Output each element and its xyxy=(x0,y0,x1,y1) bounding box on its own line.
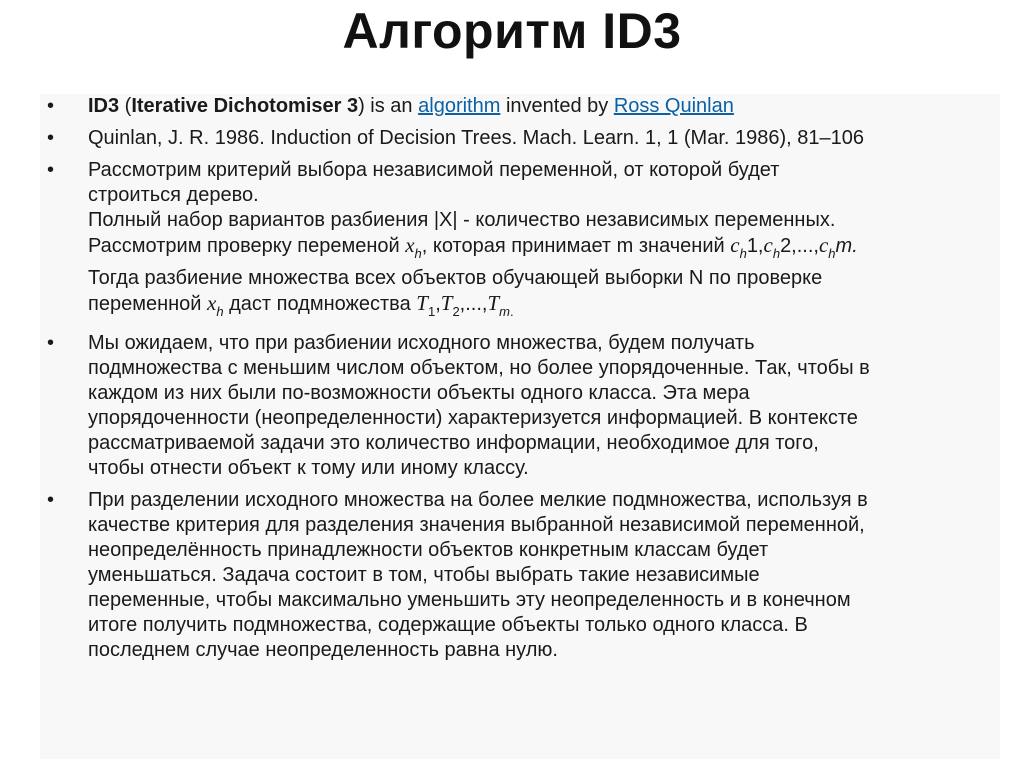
bullet-line: Рассмотрим критерий выбора независимой переменной, от которой будет xyxy=(88,159,780,181)
slide-title: Алгоритм ID3 xyxy=(342,3,682,59)
bullet-item-reference xyxy=(40,126,1000,151)
subscript-h: h xyxy=(828,246,836,261)
bullet-list xyxy=(40,94,1000,663)
text-segment: даст подмножества xyxy=(223,293,417,315)
text-segment: 2,..., xyxy=(780,235,819,257)
bullet-item-expectation xyxy=(40,331,1000,481)
bullet-line: неопределённость принадлежности объектов конкретным классам будет xyxy=(88,539,769,561)
bullet-line: При разделении исходного множества на более мелкие подмножества, используя в xyxy=(88,489,868,511)
bullet-line: Полный набор вариантов разбиения |X| - количество независимых переменных. xyxy=(88,209,836,231)
bullet-marker: • xyxy=(47,159,55,181)
math-c: c xyxy=(763,233,773,257)
math-c: c xyxy=(818,233,829,257)
subscript-h: h xyxy=(739,246,747,261)
bullet-line: каждом из них были по-возможности объекты одного класса. Эта мера xyxy=(88,382,750,404)
subscript-h: h xyxy=(414,246,422,261)
id3-abbr: ID3 xyxy=(88,95,120,117)
math-x: x xyxy=(405,233,415,257)
text-segment: Рассмотрим проверку переменой xyxy=(88,235,406,257)
text-is-an: ) is an xyxy=(358,95,419,117)
bullet-line: чтобы отнести объект к тому или иному классу. xyxy=(88,457,529,479)
bullet-line: уменьшаться. Задача состоит в том, чтобы выбрать такие независимые xyxy=(88,564,760,586)
text-segment: переменной xyxy=(88,293,208,315)
math-t: T xyxy=(416,291,428,315)
bullet-line: последнем случае неопределенность равна нулю. xyxy=(88,639,558,661)
bullet-marker: • xyxy=(47,95,55,117)
id3-full-name: Iterative Dichotomiser 3 xyxy=(131,95,359,117)
bullet-line: качестве критерия для разделения значения выбранной независимой переменной, xyxy=(88,514,865,536)
bullet-line: подмножества с меньшим числом объектом, но более упорядоченные. Так, чтобы в xyxy=(88,357,870,379)
math-t: T xyxy=(440,291,453,315)
algorithm-link[interactable]: algorithm xyxy=(418,95,501,117)
subscript-h: h xyxy=(216,304,224,319)
subscript-1: 1 xyxy=(427,304,436,319)
subscript-2: 2 xyxy=(452,304,460,319)
text-segment: , xyxy=(435,293,441,315)
math-t: T xyxy=(487,291,500,315)
bullet-item-uncertainty-reduction xyxy=(40,488,1000,663)
bullet-marker: • xyxy=(47,332,55,354)
text-segment: 1, xyxy=(746,235,764,257)
bullet-marker: • xyxy=(47,127,55,149)
subscript-h: h xyxy=(772,246,781,261)
bullet-line-subsets xyxy=(88,291,1000,324)
bullet-line-variable-values xyxy=(88,233,1000,266)
math-m: m. xyxy=(835,235,858,257)
bullet-line: Тогда разбиение множества всех объектов обучающей выборки N по проверке xyxy=(88,267,823,289)
subscript-m: m xyxy=(499,304,510,319)
text-segment: , которая принимает m значений xyxy=(421,235,731,257)
bullet-item-id3-definition xyxy=(40,94,1000,119)
bullet-line: упорядоченности (неопределенности) характеризуется информацией. В контексте xyxy=(88,407,858,429)
bullet-line xyxy=(88,94,1000,119)
text-segment: . xyxy=(510,304,514,319)
bullet-line: рассматриваемой задачи это количество информации, необходимое для того, xyxy=(88,432,819,454)
bullet-marker: • xyxy=(47,489,55,511)
bullet-line: переменные, чтобы максимально уменьшить эту неопределенность и в конечном xyxy=(88,589,851,611)
math-c: c xyxy=(730,233,740,257)
content-panel xyxy=(40,94,1000,759)
bullet-line: Мы ожидаем, что при разбиении исходного множества, будем получать xyxy=(88,332,755,354)
ross-quinlan-link[interactable]: Ross Quinlan xyxy=(613,95,734,117)
math-x: x xyxy=(207,291,217,315)
bullet-line: итоге получить подмножества, содержащие объекты только одного класса. В xyxy=(88,614,808,636)
text-segment: ,..., xyxy=(459,293,488,315)
bullet-item-split-criterion xyxy=(40,158,1000,324)
text-invented-by: invented by xyxy=(500,95,614,117)
reference-text: Quinlan, J. R. 1986. Induction of Decision Trees. Mach. Learn. 1, 1 (Mar. 1986), 81–106 xyxy=(88,127,864,149)
bullet-line: строиться дерево. xyxy=(88,184,259,206)
paren-open: ( xyxy=(119,95,132,117)
